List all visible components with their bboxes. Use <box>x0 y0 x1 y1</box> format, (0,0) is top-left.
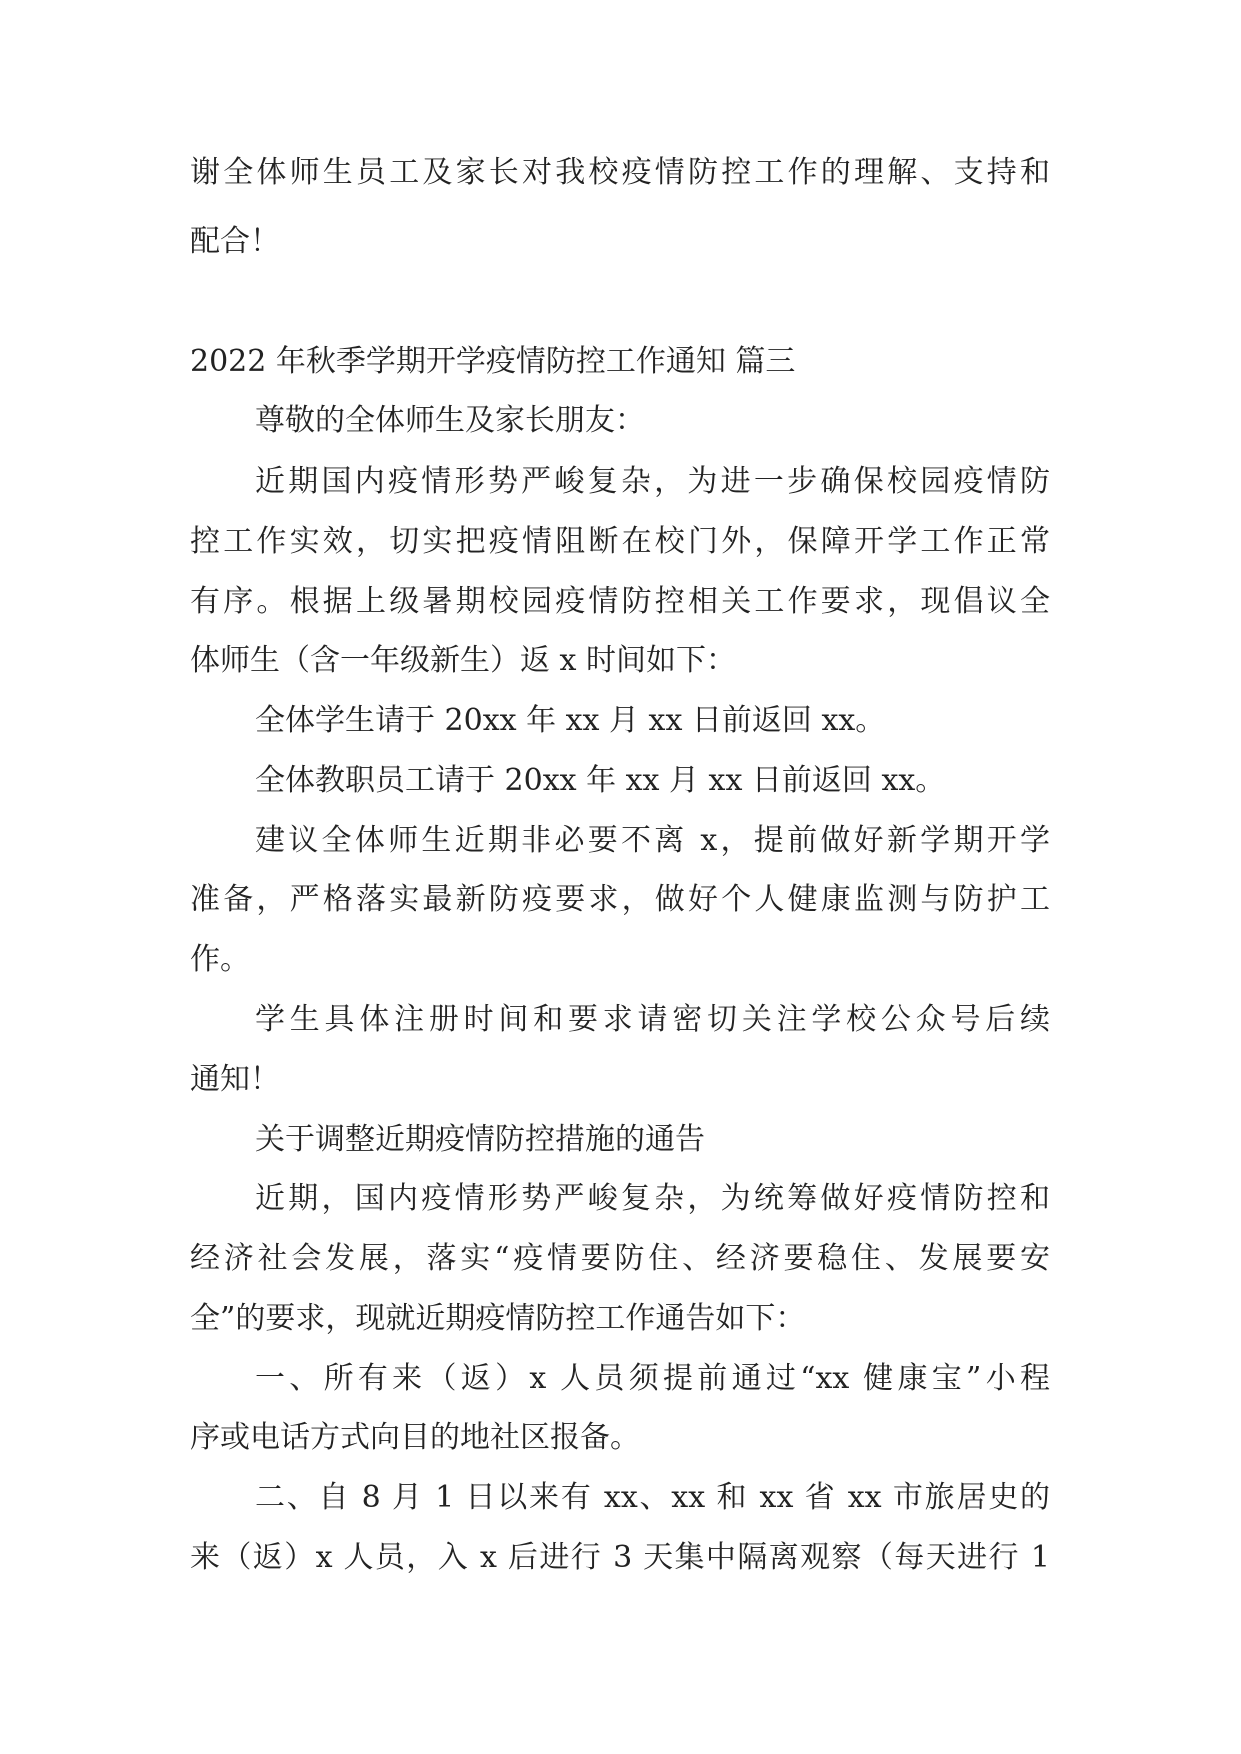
body-line: 体师生（含一年级新生）返 x 时间如下： <box>190 643 736 678</box>
body-line: 经济社会发展，落实“疫情要防住、经济要稳住、发展要安 <box>190 1241 1050 1276</box>
subsection-title: 关于调整近期疫情防控措施的通告 <box>255 1122 705 1157</box>
body-line: 有序。根据上级暑期校园疫情防控相关工作要求，现倡议全 <box>190 584 1050 619</box>
body-line: 谢全体师生员工及家长对我校疫情防控工作的理解、支持和 <box>190 155 1050 190</box>
body-line: 序或电话方式向目的地社区报备。 <box>190 1420 640 1455</box>
body-line: 全体学生请于 20xx 年 xx 月 xx 日前返回 xx。 <box>255 703 886 738</box>
body-line: 二、自 8 月 1 日以来有 xx、xx 和 xx 省 xx 市旅居史的 <box>255 1480 1050 1515</box>
body-line: 控工作实效，切实把疫情阻断在校门外，保障开学工作正常 <box>190 524 1050 559</box>
section-title: 2022 年秋季学期开学疫情防控工作通知 篇三 <box>190 344 796 379</box>
body-line: 全体教职员工请于 20xx 年 xx 月 xx 日前返回 xx。 <box>255 763 946 798</box>
body-line: 来（返）x 人员，入 x 后进行 3 天集中隔离观察（每天进行 1 <box>190 1540 1050 1575</box>
body-line: 近期，国内疫情形势严峻复杂，为统筹做好疫情防控和 <box>255 1181 1050 1216</box>
body-line: 一、所有来（返）x 人员须提前通过“xx 健康宝”小程 <box>255 1361 1050 1396</box>
salutation: 尊敬的全体师生及家长朋友： <box>255 403 645 438</box>
body-line: 建议全体师生近期非必要不离 x，提前做好新学期开学 <box>255 823 1050 858</box>
body-line: 配合！ <box>190 224 280 259</box>
body-line: 准备，严格落实最新防疫要求，做好个人健康监测与防护工 <box>190 882 1050 917</box>
body-line: 学生具体注册时间和要求请密切关注学校公众号后续 <box>255 1002 1050 1037</box>
body-line: 作。 <box>190 942 250 977</box>
body-line: 全”的要求，现就近期疫情防控工作通告如下： <box>190 1301 806 1336</box>
body-line: 近期国内疫情形势严峻复杂，为进一步确保校园疫情防 <box>255 464 1050 499</box>
body-line: 通知！ <box>190 1062 280 1097</box>
